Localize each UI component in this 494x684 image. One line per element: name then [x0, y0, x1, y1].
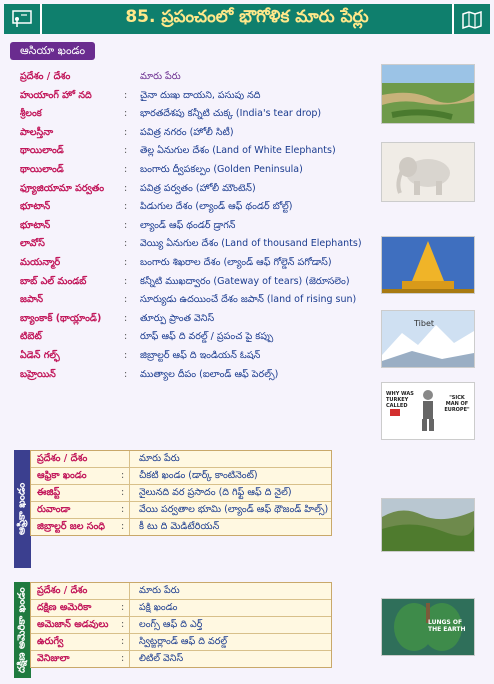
asia-table-row [20, 366, 365, 384]
south-america-table-row [31, 600, 331, 617]
africa-table-row [31, 519, 331, 535]
colon-separator: : [121, 504, 125, 515]
section-tag-asia: ఆసియా ఖండం [10, 42, 95, 60]
region-cell: భూటాన్ [20, 219, 51, 231]
asia-table-row [20, 142, 365, 160]
nickname-cell: చీకటి ఖండం (డార్క్ కాంటినెంట్) [139, 470, 258, 481]
colon-separator: : [121, 470, 125, 481]
asia-table-row [20, 161, 365, 179]
region-cell: ఆఫ్రికా ఖండం [37, 470, 87, 481]
tibet-mountains-image [381, 310, 475, 368]
region-cell: ఈజిప్ట్ [37, 487, 61, 498]
golden-pagoda-image [381, 236, 475, 294]
asia-table-row [20, 105, 365, 123]
africa-table-header [31, 451, 331, 468]
south-america-side-label [14, 582, 31, 678]
asia-table-row [20, 235, 365, 253]
nickname-cell: పవిత్ర నగరం (హోలీ సిటీ) [140, 126, 234, 138]
asia-table-row [20, 198, 365, 216]
nickname-cell: పవిత్ర పర్వతం (హోలీ మౌంటెన్) [140, 182, 256, 194]
nickname-cell: తెల్ల ఏనుగుల దేశం (Land of White Elephants) [140, 145, 336, 157]
colon-separator: : [124, 331, 128, 343]
south-america-table-row [31, 634, 331, 651]
region-column-header: ప్రదేశం / దేశం [20, 71, 71, 82]
region-cell: వెనిజులా [37, 653, 70, 664]
colon-separator: : [124, 126, 128, 138]
region-cell: శ్రీలంక [20, 108, 42, 120]
south-america-side-label-text: దక్షిణ అమెరికా ఖండం [16, 587, 28, 673]
asia-table-row [20, 124, 365, 142]
colon-separator: : [124, 350, 128, 361]
nickname-cell: కీ టు ది మెడిటేరియన్ [139, 521, 220, 532]
colon-separator: : [121, 602, 125, 613]
tibet-caption: Tibet [414, 319, 434, 328]
nickname-cell: సూర్యుడు ఉదయించే దేశం జపాన్ (land of rising sun) [140, 294, 357, 306]
asia-table-row [20, 180, 365, 198]
south-america-table-header [31, 583, 331, 600]
asia-table-header [20, 68, 365, 86]
river-landscape-image [381, 64, 475, 124]
colon-separator: : [124, 145, 128, 157]
south-america-table [30, 582, 332, 668]
nickname-cell: బంగారు ద్వీపకల్పం (Golden Peninsula) [140, 164, 303, 175]
turkey-flag-icon [390, 409, 400, 416]
nickname-cell: వెయ్యి ఏనుగుల దేశం (Land of thousand Elephants) [140, 238, 362, 250]
colon-separator: : [124, 219, 128, 231]
nickname-cell: పిడుగుల దేశం (ల్యాండ్ ఆఫ్ థండర్ బోల్ట్) [140, 201, 293, 213]
colon-separator: : [121, 653, 125, 664]
nickname-cell: చైనా దుఃఖ దాయని, పసుపు నది [140, 89, 261, 101]
nickname-cell: రూఫ్ ఆఫ్ ది వరల్డ్ / ప్రపంచ పై కప్పు [140, 331, 274, 343]
colon-separator: : [124, 89, 128, 101]
nickname-cell: పక్షి ఖండం [139, 602, 178, 613]
lungs-caption: LUNGS OF THE EARTH [428, 619, 466, 633]
region-column-header: ప్రదేశం / దేశం [37, 585, 88, 596]
region-cell: రువాండా [37, 504, 71, 515]
asia-table-row [20, 328, 365, 346]
africa-side-label [14, 450, 31, 568]
nickname-column-header: మారు పేరు [139, 453, 180, 464]
region-cell: థాయిలాండ్ [20, 164, 64, 175]
africa-side-label-text: ఆఫ్రికా ఖండం [16, 482, 28, 536]
region-cell: బ్యాంకాక్ (థాయ్లాండ్) [20, 312, 102, 324]
africa-table-row [31, 502, 331, 519]
colon-separator: : [124, 164, 128, 175]
nickname-cell: ముత్యాల దీపం (ఐలాండ్ ఆఫ్ పెరల్స్) [140, 368, 279, 380]
nickname-cell: కన్నీటి ముఖద్వారం (Gateway of tears) (జెరూసలెం) [140, 275, 350, 287]
asia-table-row [20, 87, 365, 105]
region-cell: హుయాంగ్ హో నది [20, 89, 92, 101]
cartoon-text-right: "SICK MAN OF EUROPE" [444, 395, 470, 413]
nickname-cell: భారతదేశపు కన్నీటి చుక్క (India's tear drop) [140, 108, 322, 120]
africa-table [30, 450, 332, 536]
region-cell: మయన్మార్ [20, 257, 61, 268]
sick-man-of-europe-image [381, 382, 475, 440]
chapter-header [4, 4, 490, 34]
region-cell: థాయిలాండ్ [20, 145, 64, 157]
asia-table-row [20, 217, 365, 235]
region-cell: బాబ్ ఎల్ మండబ్ [20, 275, 87, 287]
nickname-cell: లంగ్స్ ఆఫ్ ది ఎర్త్ [139, 619, 203, 630]
nickname-column-header: మారు పేరు [139, 585, 180, 596]
region-cell: జపాన్ [20, 294, 44, 306]
green-hills-image [381, 498, 475, 552]
region-cell: ఉరుగ్వే [37, 636, 64, 647]
colon-separator: : [124, 368, 128, 380]
region-cell: టిబెట్ [20, 331, 42, 343]
colon-separator: : [124, 257, 128, 268]
colon-separator: : [121, 521, 125, 532]
region-cell: భూటాన్ [20, 201, 51, 213]
elephant-image [381, 142, 475, 202]
africa-table-row [31, 468, 331, 485]
colon-separator: : [124, 182, 128, 194]
region-cell: బహ్రెయిన్ [20, 368, 56, 380]
region-cell: ఏడెన్ గల్ఫ్ [20, 350, 60, 361]
nickname-cell: వేయి పర్వతాల భూమి (ల్యాండ్ ఆఫ్ థౌజండ్ హిల్స్) [139, 504, 329, 515]
region-cell: జిబ్రాల్టర్ జల సంధి [37, 521, 105, 532]
nickname-cell: తూర్పు ప్రాంత వెనిస్ [140, 312, 215, 324]
nickname-cell: బంగారు శిఖరాల దేశం (ల్యాండ్ ఆఫ్ గోల్డెన్ పగోడాస్) [140, 257, 332, 268]
colon-separator: : [124, 312, 128, 324]
colon-separator: : [124, 108, 128, 120]
asia-table-row [20, 347, 365, 365]
colon-separator: : [124, 201, 128, 213]
africa-table-row [31, 485, 331, 502]
region-cell: దక్షిణ అమెరికా [37, 602, 92, 613]
south-america-table-row [31, 617, 331, 634]
asia-table-row [20, 310, 365, 328]
colon-separator: : [121, 487, 125, 498]
asia-table-row [20, 291, 365, 309]
region-cell: పాలస్తీనా [20, 126, 54, 138]
nickname-cell: లిటిల్ వెనిస్ [139, 653, 184, 664]
region-cell: ఫ్యూజియామా పర్వతం [20, 182, 105, 194]
map-icon [452, 4, 490, 34]
colon-separator: : [121, 619, 125, 630]
colon-separator: : [124, 275, 128, 287]
south-america-table-row [31, 651, 331, 667]
region-column-header: ప్రదేశం / దేశం [37, 453, 88, 464]
region-cell: లావోస్ [20, 238, 45, 250]
nickname-cell: నైలునది వర ప్రసాదం (ది గిఫ్ట్ ఆఫ్ ది నైల్) [139, 487, 292, 498]
colon-separator: : [121, 636, 125, 647]
page-title: 85. ప్రపంచంలో భౌగోళిక మారు పేర్లు [125, 7, 369, 27]
colon-separator: : [124, 294, 128, 306]
nickname-cell: ల్యాండ్ ఆఫ్ థండర్ డ్రాగన్ [140, 219, 236, 231]
region-cell: అమెజాన్ అడవులు [37, 619, 109, 630]
asia-table-row [20, 273, 365, 291]
nickname-cell: జిబ్రాల్టర్ ఆఫ్ ది ఇండియన్ ఓషన్ [140, 350, 261, 361]
asia-table-row [20, 254, 365, 272]
nickname-cell: స్విట్జర్లాండ్ ఆఫ్ ది వరల్డ్ [139, 636, 228, 647]
cartoon-text-left: WHY WAS TURKEY CALLED [386, 391, 414, 409]
lungs-of-earth-image [381, 598, 475, 656]
colon-separator: : [124, 238, 128, 250]
nickname-column-header: మారు పేరు [140, 71, 181, 82]
teacher-board-icon [4, 4, 42, 34]
